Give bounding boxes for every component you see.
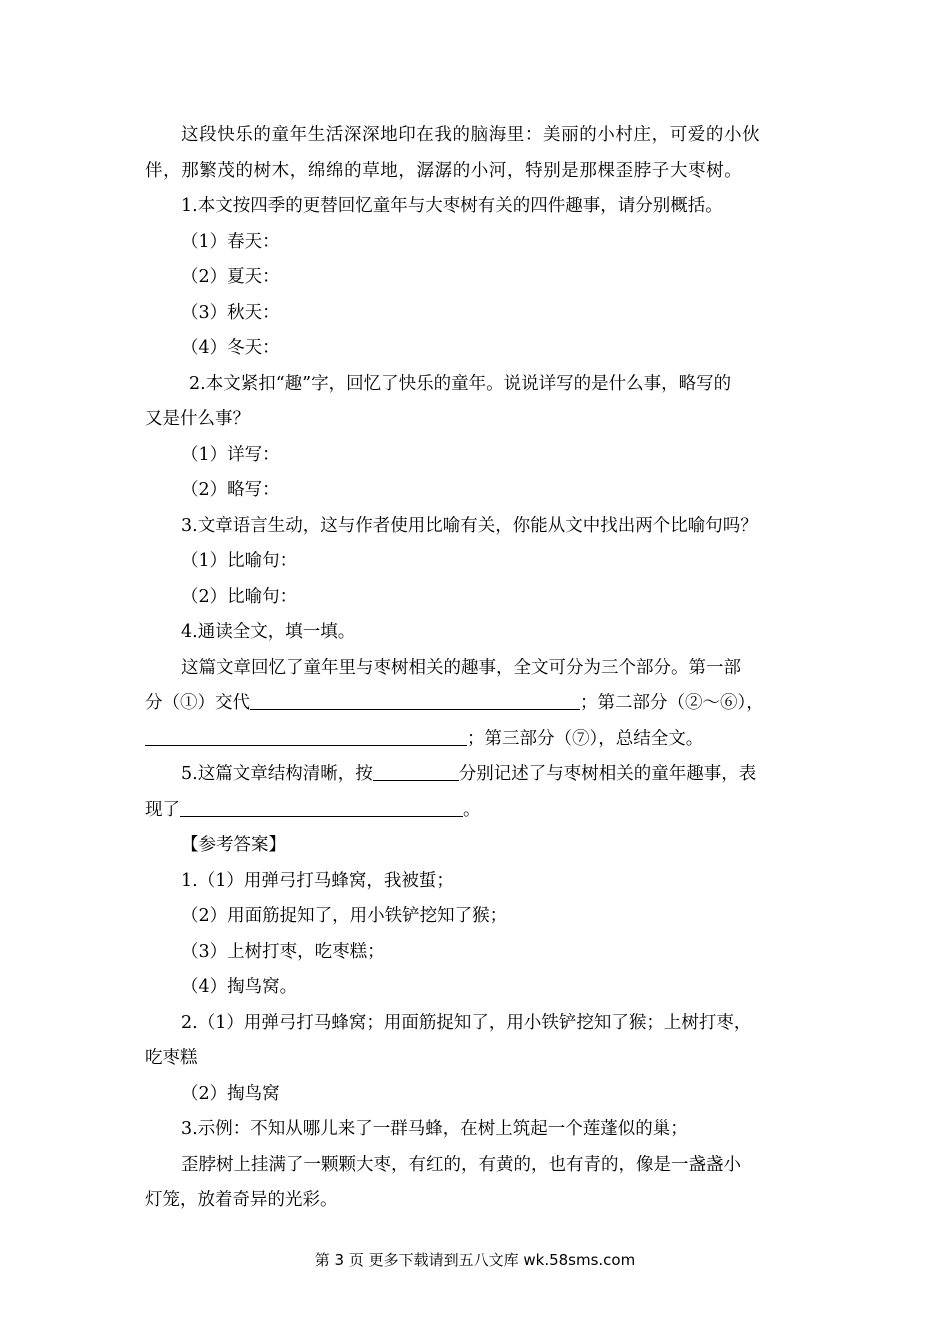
answer-1-4: （4）掏鸟窝。 [181,977,298,997]
q2-detailed: （1）详写： [181,444,280,465]
question-5-line-1 [145,757,805,793]
q1-summer: （2）夏天： [181,267,280,287]
q1-spring: （1）春天： [181,231,280,252]
answer-2-line-2: 吃枣糕 [145,1048,198,1068]
q1-winter: （4）冬天： [181,338,280,358]
q4-text-c: ；第三部分（⑦），总结全文。 [467,728,704,749]
question-3: 3.文章语言生动，这与作者使用比喻有关，你能从文中找出两个比喻句吗？ [181,515,758,536]
fill-blank-part-2[interactable] [145,727,467,746]
answer-1-1: 1.（1）用弹弓打马蜂窝，我被蜇； [181,870,454,891]
answer-3-line-3: 灯笼，放着奇异的光彩。 [145,1190,338,1210]
fill-blank-part-1[interactable] [250,691,580,710]
q4-paragraph-line-2 [145,686,805,722]
intro-line-2: 伴，那繁茂的树木，绵绵的草地，潺潺的小河，特别是那棵歪脖子大枣树。 [145,160,743,181]
answers-heading: 【参考答案】 [181,835,286,855]
answer-3-line-2: 歪脖树上挂满了一颗颗大枣，有红的，有黄的，也有青的，像是一盏盏小 [181,1154,741,1175]
q3-simile-2: （2）比喻句： [181,586,298,607]
fill-blank-order[interactable] [373,762,459,781]
fill-blank-theme[interactable] [180,798,463,817]
answer-3-line-1: 3.示例：不知从哪儿来了一群马蜂，在树上筑起一个莲蓬似的巢； [181,1119,688,1139]
q2-brief: （2）略写： [181,480,280,500]
question-4: 4.通读全文，填一填。 [181,622,356,642]
answer-1-3: （3）上树打枣，吃枣糕； [181,941,385,962]
q3-simile-1: （1）比喻句： [181,551,298,571]
page-footer: 第 3 页 更多下载请到五八文库 wk.58sms.com [314,1251,636,1269]
answer-2-item-2: （2）掏鸟窝 [181,1083,280,1104]
q5-text-a: 5.这篇文章结构清晰，按 [181,764,373,784]
q4-text-b: ；第二部分（②～⑥）， [580,693,764,713]
question-2-line-2: 又是什么事？ [145,409,250,429]
intro-line-1: 这段快乐的童年生活深深地印在我的脑海里：美丽的小村庄，可爱的小伙 [181,125,761,145]
q5-text-d: 。 [463,799,481,820]
question-5-line-2 [145,793,805,829]
answer-2-line-1: 2.（1）用弹弓打马蜂窝；用面筋捉知了，用小铁铲挖知了猴；上树打枣， [181,1012,752,1033]
q4-paragraph-line-1: 这篇文章回忆了童年里与枣树相关的趣事，全文可分为三个部分。第一部 [181,657,741,678]
q5-text-b: 分别记述了与枣树相关的童年趣事，表 [458,764,757,784]
question-2-line-1: 2.本文紧扣“趣”字，回忆了快乐的童年。说说详写的是什么事，略写的 [189,373,732,394]
answer-1-2: （2）用面筋捉知了，用小铁铲挖知了猴； [181,906,508,926]
question-1: 1.本文按四季的更替回忆童年与大枣树有关的四件趣事，请分别概括。 [181,196,723,216]
document-page [145,118,805,1219]
q4-paragraph-line-3 [145,722,805,758]
q4-text-a: 分（①）交代 [145,693,250,713]
q5-text-c: 现了 [145,799,180,820]
q1-autumn: （3）秋天： [181,302,280,323]
